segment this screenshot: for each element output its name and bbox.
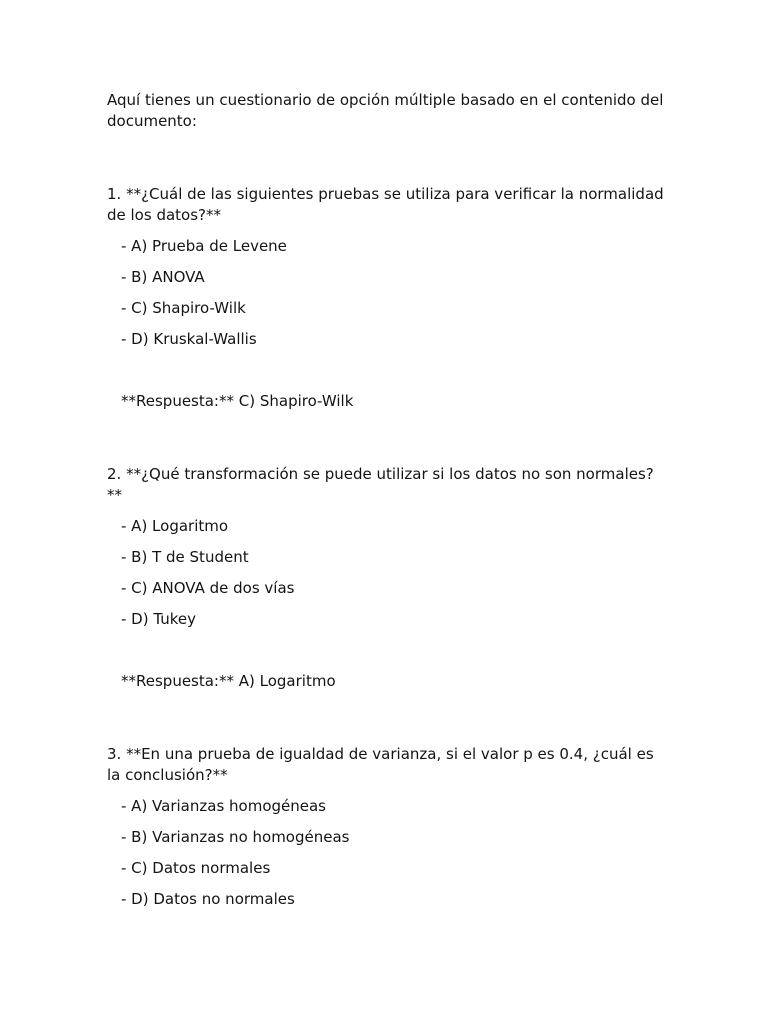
option-d: - D) Kruskal-Wallis bbox=[121, 330, 257, 348]
option-b: - B) Varianzas no homogéneas bbox=[121, 828, 350, 846]
question-3 bbox=[107, 744, 667, 910]
option-c: - C) Shapiro-Wilk bbox=[121, 299, 246, 317]
question-text: 3. **En una prueba de igualdad de varianza, si el valor p es 0.4, ¿cuál es la conclusión?** bbox=[107, 745, 654, 784]
option-a: - A) Logaritmo bbox=[121, 517, 229, 535]
option-c: - C) ANOVA de dos vías bbox=[121, 579, 295, 597]
option-a: - A) Varianzas homogéneas bbox=[121, 797, 326, 815]
answer-text: **Respuesta:** A) Logaritmo bbox=[121, 672, 336, 690]
option-d: - D) Tukey bbox=[121, 610, 196, 628]
option-d: - D) Datos no normales bbox=[121, 890, 295, 908]
intro-text: Aquí tienes un cuestionario de opción múltiple basado en el contenido del documento: bbox=[107, 91, 664, 130]
question-1 bbox=[107, 184, 667, 412]
question-text: 1. **¿Cuál de las siguientes pruebas se utiliza para verificar la normalidad de los datos?** bbox=[107, 185, 664, 224]
question-2 bbox=[107, 464, 667, 692]
question-text: 2. **¿Qué transformación se puede utilizar si los datos no son normales?** bbox=[107, 465, 654, 504]
document-body bbox=[107, 90, 667, 962]
answer-text: **Respuesta:** C) Shapiro-Wilk bbox=[121, 392, 354, 410]
option-b: - B) ANOVA bbox=[121, 268, 205, 286]
option-c: - C) Datos normales bbox=[121, 859, 271, 877]
option-a: - A) Prueba de Levene bbox=[121, 237, 287, 255]
option-b: - B) T de Student bbox=[121, 548, 249, 566]
